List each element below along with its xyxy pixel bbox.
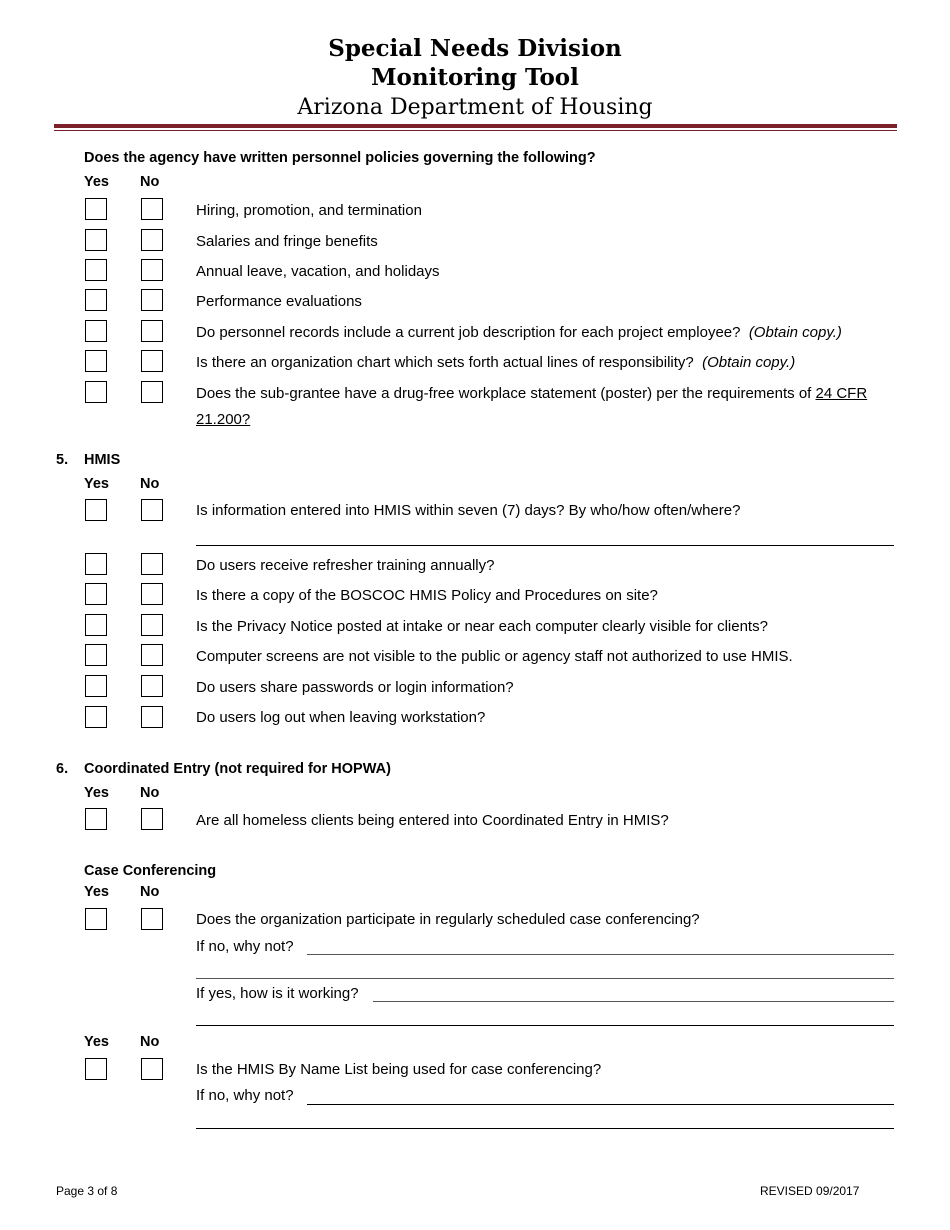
yes-checkbox-screens[interactable] [85, 644, 107, 666]
yes-checkbox-hiring[interactable] [85, 198, 107, 220]
no-checkbox-coordinated-entry[interactable] [141, 808, 163, 830]
header-divider-thick [54, 124, 897, 128]
item-coordinated-entry: Are all homeless clients being entered into Coordinated Entry in HMIS? [196, 812, 669, 829]
no-checkbox-drug-free[interactable] [141, 381, 163, 403]
no-checkbox-salaries[interactable] [141, 229, 163, 251]
item-job-description [196, 320, 896, 346]
item-by-name-list: Is the HMIS By Name List being used for case conferencing? [196, 1061, 602, 1078]
yes-checkbox-by-name-list[interactable] [85, 1058, 107, 1080]
no-checkbox-policy-copy[interactable] [141, 583, 163, 605]
page-number: Page 3 of 8 [56, 1184, 118, 1198]
no-checkbox-leave[interactable] [141, 259, 163, 281]
document-subtitle: Monitoring Tool [371, 64, 579, 91]
yes-column-label: Yes [84, 476, 109, 492]
obtain-copy-note: (Obtain copy.) [748, 324, 842, 341]
item-privacy-notice: Is the Privacy Notice posted at intake or near each computer clearly visible for clients? [196, 618, 768, 635]
item-logout: Do users log out when leaving workstation? [196, 709, 486, 726]
item-org-chart [196, 350, 896, 376]
item-drug-free-text: Does the sub-grantee have a drug-free workplace statement (poster) per the requirements of [196, 385, 812, 402]
if-yes-label: If yes, how is it working? [196, 985, 359, 1002]
yes-column-label: Yes [84, 174, 109, 190]
yes-checkbox-case-conferencing[interactable] [85, 908, 107, 930]
no-column-label: No [140, 785, 160, 801]
obtain-copy-note: (Obtain copy.) [702, 354, 796, 371]
case-conferencing-title: Case Conferencing [84, 863, 217, 879]
item-salaries: Salaries and fringe benefits [196, 233, 378, 250]
yes-checkbox-logout[interactable] [85, 706, 107, 728]
yes-column-label: Yes [84, 1034, 109, 1050]
section-title-hmis: HMIS [84, 452, 121, 468]
if-no-label: If no, why not? [196, 1087, 294, 1104]
item-screens: Computer screens are not visible to the public or agency staff not authorized to use HMIS. [196, 648, 793, 665]
item-hmis-entry: Is information entered into HMIS within seven (7) days? By who/how often/where? [196, 502, 741, 519]
yes-checkbox-passwords[interactable] [85, 675, 107, 697]
item-case-conferencing: Does the organization participate in regularly scheduled case conferencing? [196, 911, 700, 928]
yes-checkbox-coordinated-entry[interactable] [85, 808, 107, 830]
if-no-label: If no, why not? [196, 938, 294, 955]
answer-line-bnl-if-no[interactable] [307, 1104, 894, 1105]
item-job-description-text: Do personnel records include a current job description for each project employee? [196, 324, 741, 341]
no-column-label: No [140, 1034, 160, 1050]
answer-line-bnl-if-no-continued[interactable] [196, 1128, 894, 1129]
no-checkbox-privacy-notice[interactable] [141, 614, 163, 636]
yes-checkbox-policy-copy[interactable] [85, 583, 107, 605]
no-checkbox-screens[interactable] [141, 644, 163, 666]
no-column-label: No [140, 884, 160, 900]
item-policy-copy: Is there a copy of the BOSCOC HMIS Policy and Procedures on site? [196, 587, 658, 604]
no-checkbox-evaluations[interactable] [141, 289, 163, 311]
item-leave: Annual leave, vacation, and holidays [196, 263, 440, 280]
answer-line-hmis-entry[interactable] [196, 545, 894, 546]
section-number-hmis: 5. [56, 452, 69, 468]
cfr-reference-link[interactable]: 24 CFR 21.200? [196, 385, 868, 428]
no-checkbox-case-conferencing[interactable] [141, 908, 163, 930]
no-checkbox-refresher[interactable] [141, 553, 163, 575]
yes-checkbox-hmis-entry[interactable] [85, 499, 107, 521]
yes-checkbox-refresher[interactable] [85, 553, 107, 575]
no-checkbox-logout[interactable] [141, 706, 163, 728]
answer-line-if-yes-continued[interactable] [196, 1025, 894, 1026]
item-passwords: Do users share passwords or login information? [196, 679, 514, 696]
no-checkbox-job-description[interactable] [141, 320, 163, 342]
no-checkbox-by-name-list[interactable] [141, 1058, 163, 1080]
yes-checkbox-salaries[interactable] [85, 229, 107, 251]
revision-date: REVISED 09/2017 [760, 1184, 860, 1198]
answer-line-if-yes[interactable] [373, 1001, 894, 1002]
personnel-question: Does the agency have written personnel policies governing the following? [84, 150, 596, 166]
yes-column-label: Yes [84, 884, 109, 900]
department-name: Arizona Department of Housing [297, 95, 653, 120]
yes-checkbox-job-description[interactable] [85, 320, 107, 342]
no-checkbox-org-chart[interactable] [141, 350, 163, 372]
no-column-label: No [140, 174, 160, 190]
yes-checkbox-evaluations[interactable] [85, 289, 107, 311]
answer-line-if-no[interactable] [307, 954, 894, 955]
header-divider-thin [54, 130, 897, 131]
section-number-coordinated-entry: 6. [56, 761, 69, 777]
document-title: Special Needs Division [328, 35, 622, 62]
section-title-coordinated-entry: Coordinated Entry (not required for HOPWA) [84, 761, 391, 777]
yes-column-label: Yes [84, 785, 109, 801]
item-org-chart-text: Is there an organization chart which sets forth actual lines of responsibility? [196, 354, 694, 371]
item-drug-free [196, 381, 876, 433]
yes-checkbox-org-chart[interactable] [85, 350, 107, 372]
yes-checkbox-privacy-notice[interactable] [85, 614, 107, 636]
no-checkbox-hmis-entry[interactable] [141, 499, 163, 521]
no-column-label: No [140, 476, 160, 492]
yes-checkbox-drug-free[interactable] [85, 381, 107, 403]
item-hiring: Hiring, promotion, and termination [196, 202, 422, 219]
yes-checkbox-leave[interactable] [85, 259, 107, 281]
item-refresher: Do users receive refresher training annually? [196, 557, 495, 574]
answer-line-if-no-continued[interactable] [196, 978, 894, 979]
no-checkbox-hiring[interactable] [141, 198, 163, 220]
no-checkbox-passwords[interactable] [141, 675, 163, 697]
item-evaluations: Performance evaluations [196, 293, 362, 310]
